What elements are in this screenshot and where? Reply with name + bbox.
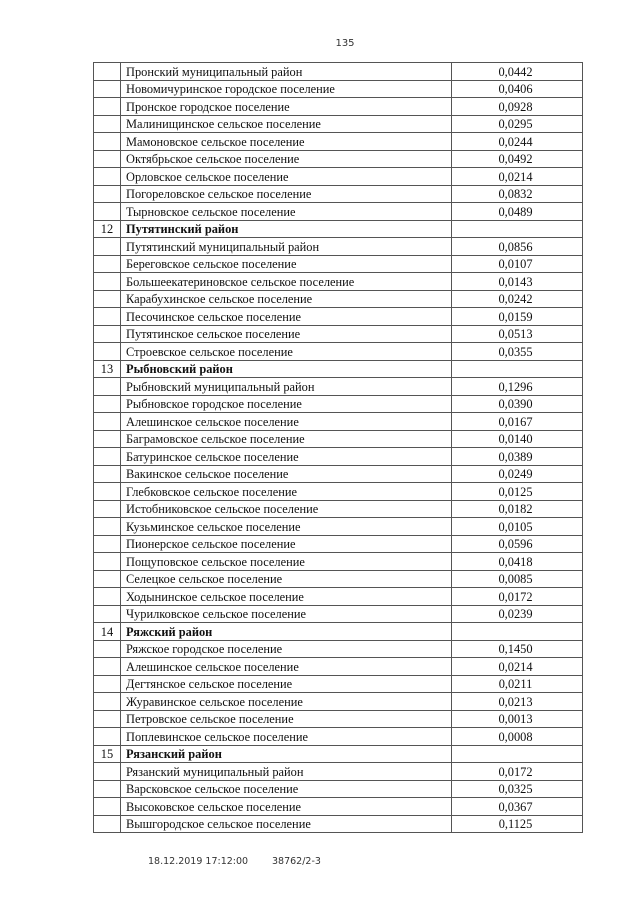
row-number	[94, 168, 121, 186]
row-name: Тырновское сельское поселение	[121, 203, 452, 221]
row-number: 12	[94, 220, 121, 238]
table-row	[94, 115, 583, 133]
row-number	[94, 815, 121, 833]
table-row	[94, 238, 583, 256]
row-name: Алешинское сельское поселение	[121, 413, 452, 431]
row-value: 0,1125	[452, 815, 583, 833]
table-row	[94, 378, 583, 396]
row-value: 0,0013	[452, 710, 583, 728]
row-name: Варсковское сельское поселение	[121, 780, 452, 798]
table-row	[94, 150, 583, 168]
row-number	[94, 483, 121, 501]
row-number	[94, 693, 121, 711]
row-value: 0,0107	[452, 255, 583, 273]
row-value: 0,0406	[452, 80, 583, 98]
row-number: 13	[94, 360, 121, 378]
row-name: Дегтянское сельское поселение	[121, 675, 452, 693]
table-row	[94, 203, 583, 221]
row-value: 0,0172	[452, 588, 583, 606]
table-row	[94, 815, 583, 833]
row-name: Баграмовское сельское поселение	[121, 430, 452, 448]
row-name: Ряжский район	[121, 623, 452, 641]
row-name: Строевское сельское поселение	[121, 343, 452, 361]
row-name: Погореловское сельское поселение	[121, 185, 452, 203]
district-header-row	[94, 360, 583, 378]
row-number	[94, 378, 121, 396]
row-number	[94, 238, 121, 256]
table-row	[94, 710, 583, 728]
row-number	[94, 63, 121, 81]
table-row	[94, 80, 583, 98]
row-number	[94, 290, 121, 308]
row-value: 0,0596	[452, 535, 583, 553]
row-number	[94, 413, 121, 431]
row-value: 0,0172	[452, 763, 583, 781]
row-name: Пронский муниципальный район	[121, 63, 452, 81]
row-value: 0,0211	[452, 675, 583, 693]
row-number	[94, 255, 121, 273]
row-number: 14	[94, 623, 121, 641]
row-value: 0,0085	[452, 570, 583, 588]
table-row	[94, 483, 583, 501]
row-name: Глебковское сельское поселение	[121, 483, 452, 501]
row-number	[94, 535, 121, 553]
table-row	[94, 763, 583, 781]
row-number	[94, 80, 121, 98]
row-value: 0,0214	[452, 168, 583, 186]
row-value: 0,0214	[452, 658, 583, 676]
row-value: 0,0492	[452, 150, 583, 168]
row-number	[94, 780, 121, 798]
row-value: 0,0928	[452, 98, 583, 116]
table-row	[94, 640, 583, 658]
page-number: 135	[335, 38, 355, 49]
row-number	[94, 203, 121, 221]
row-value: 0,0390	[452, 395, 583, 413]
row-value: 0,0418	[452, 553, 583, 571]
row-value: 0,0105	[452, 518, 583, 536]
row-number	[94, 308, 121, 326]
row-value	[452, 220, 583, 238]
row-number	[94, 553, 121, 571]
row-name: Путятинский муниципальный район	[121, 238, 452, 256]
row-value: 0,0442	[452, 63, 583, 81]
district-header-row	[94, 220, 583, 238]
row-name: Рыбновский район	[121, 360, 452, 378]
row-name: Поплевинское сельское поселение	[121, 728, 452, 746]
table-row	[94, 430, 583, 448]
row-value: 0,0242	[452, 290, 583, 308]
row-name: Песочинское сельское поселение	[121, 308, 452, 326]
row-value: 0,0389	[452, 448, 583, 466]
row-name: Высоковское сельское поселение	[121, 798, 452, 816]
row-number	[94, 763, 121, 781]
row-value: 0,0125	[452, 483, 583, 501]
table-row	[94, 780, 583, 798]
table-row	[94, 693, 583, 711]
row-number	[94, 133, 121, 151]
row-value: 0,0244	[452, 133, 583, 151]
row-value: 0,0489	[452, 203, 583, 221]
row-name: Большеекатериновское сельское поселение	[121, 273, 452, 291]
table-row	[94, 185, 583, 203]
row-value: 0,0856	[452, 238, 583, 256]
table-row	[94, 63, 583, 81]
table-row	[94, 133, 583, 151]
table-row	[94, 605, 583, 623]
row-number	[94, 728, 121, 746]
table-row	[94, 798, 583, 816]
row-number	[94, 185, 121, 203]
table-row	[94, 588, 583, 606]
table-row	[94, 465, 583, 483]
row-number	[94, 518, 121, 536]
row-name: Кузьминское сельское поселение	[121, 518, 452, 536]
row-value: 0,0295	[452, 115, 583, 133]
row-value: 0,0249	[452, 465, 583, 483]
district-header-row	[94, 745, 583, 763]
row-name: Селецкое сельское поселение	[121, 570, 452, 588]
row-value: 0,0325	[452, 780, 583, 798]
row-value: 0,0159	[452, 308, 583, 326]
row-value	[452, 360, 583, 378]
table-row	[94, 290, 583, 308]
row-name: Рыбновский муниципальный район	[121, 378, 452, 396]
row-name: Малинищинское сельское поселение	[121, 115, 452, 133]
table-row	[94, 343, 583, 361]
row-number	[94, 325, 121, 343]
row-name: Рязанский муниципальный район	[121, 763, 452, 781]
row-number: 15	[94, 745, 121, 763]
row-value: 0,0140	[452, 430, 583, 448]
row-name: Журавинское сельское поселение	[121, 693, 452, 711]
row-number	[94, 430, 121, 448]
footer-datetime: 18.12.2019 17:12:00	[148, 856, 249, 867]
table-row	[94, 728, 583, 746]
row-name: Орловское сельское поселение	[121, 168, 452, 186]
row-name: Чурилковское сельское поселение	[121, 605, 452, 623]
table-row	[94, 325, 583, 343]
row-value: 0,0513	[452, 325, 583, 343]
row-name: Алешинское сельское поселение	[121, 658, 452, 676]
table-row	[94, 658, 583, 676]
table-row	[94, 675, 583, 693]
row-number	[94, 343, 121, 361]
row-value: 0,0367	[452, 798, 583, 816]
row-name: Истобниковское сельское поселение	[121, 500, 452, 518]
row-number	[94, 98, 121, 116]
row-number	[94, 710, 121, 728]
table-row	[94, 413, 583, 431]
row-name: Пронское городское поселение	[121, 98, 452, 116]
row-number	[94, 605, 121, 623]
row-value: 0,0167	[452, 413, 583, 431]
row-name: Путятинский район	[121, 220, 452, 238]
row-number	[94, 570, 121, 588]
row-name: Батуринское сельское поселение	[121, 448, 452, 466]
row-name: Ряжское городское поселение	[121, 640, 452, 658]
row-number	[94, 150, 121, 168]
row-number	[94, 448, 121, 466]
row-value: 0,1450	[452, 640, 583, 658]
table-row	[94, 255, 583, 273]
row-number	[94, 658, 121, 676]
row-value: 0,0143	[452, 273, 583, 291]
row-name: Пионерское сельское поселение	[121, 535, 452, 553]
table-row	[94, 535, 583, 553]
row-name: Путятинское сельское поселение	[121, 325, 452, 343]
row-number	[94, 115, 121, 133]
allocation-table	[93, 62, 583, 833]
table-row	[94, 98, 583, 116]
table-row	[94, 448, 583, 466]
row-name: Мамоновское сельское поселение	[121, 133, 452, 151]
row-value: 0,0213	[452, 693, 583, 711]
table-row	[94, 168, 583, 186]
row-name: Петровское сельское поселение	[121, 710, 452, 728]
row-name: Пощуповское сельское поселение	[121, 553, 452, 571]
row-number	[94, 465, 121, 483]
row-value: 0,0355	[452, 343, 583, 361]
row-number	[94, 675, 121, 693]
row-value: 0,0182	[452, 500, 583, 518]
row-name: Береговское сельское поселение	[121, 255, 452, 273]
table-row	[94, 553, 583, 571]
table-row	[94, 570, 583, 588]
row-name: Ходынинское сельское поселение	[121, 588, 452, 606]
row-value: 0,0832	[452, 185, 583, 203]
row-value	[452, 745, 583, 763]
row-value: 0,1296	[452, 378, 583, 396]
row-name: Рыбновское городское поселение	[121, 395, 452, 413]
row-name: Карабухинское сельское поселение	[121, 290, 452, 308]
row-number	[94, 798, 121, 816]
row-value: 0,0008	[452, 728, 583, 746]
district-header-row	[94, 623, 583, 641]
row-name: Октябрьское сельское поселение	[121, 150, 452, 168]
row-number	[94, 395, 121, 413]
row-name: Рязанский район	[121, 745, 452, 763]
footer-doc-id: 38762/2-3	[272, 856, 321, 867]
row-value	[452, 623, 583, 641]
row-number	[94, 640, 121, 658]
table-row	[94, 500, 583, 518]
row-number	[94, 588, 121, 606]
row-name: Вакинское сельское поселение	[121, 465, 452, 483]
row-name: Вышгородское сельское поселение	[121, 815, 452, 833]
row-number	[94, 273, 121, 291]
row-name: Новомичуринское городское поселение	[121, 80, 452, 98]
table-row	[94, 395, 583, 413]
table-row	[94, 308, 583, 326]
row-number	[94, 500, 121, 518]
row-value: 0,0239	[452, 605, 583, 623]
table-row	[94, 273, 583, 291]
table-row	[94, 518, 583, 536]
